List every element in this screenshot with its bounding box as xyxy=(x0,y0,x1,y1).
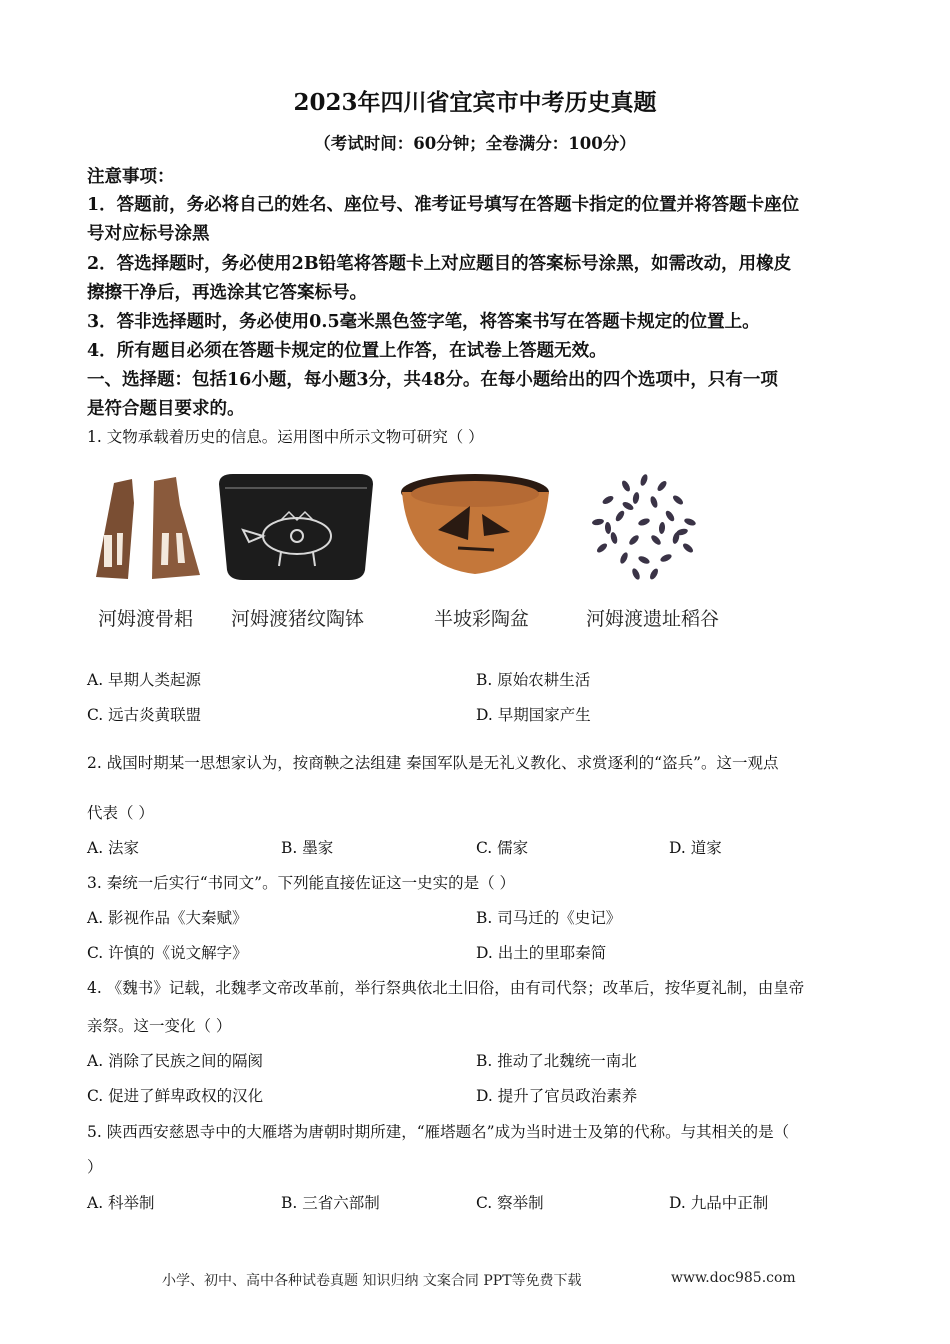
question-5-stem: 5. 陕西西安慈恩寺中的大雁塔为唐朝时期所建，“雁塔题名”成为当时进士及第的代称。与其相关的是（ xyxy=(87,1123,790,1141)
page-subtitle: （考试时间：60分钟；全卷满分：100分） xyxy=(314,134,636,153)
option-c: C. 儒家 xyxy=(476,839,529,857)
option-b: B. 三省六部制 xyxy=(281,1194,380,1212)
section-heading: 一、选择题：包括16小题，每小题3分，共48分。在每小题给出的四个选项中，只有一项 xyxy=(87,370,778,390)
option-c: C. 远古炎黄联盟 xyxy=(87,706,202,724)
notes-line: 擦擦干净后，再选涂其它答案标号。 xyxy=(87,283,367,303)
question-4-stem-cont: 亲祭。这一变化（ ） xyxy=(87,1017,232,1035)
image-caption: 半坡彩陶盆 xyxy=(434,608,530,630)
bone-spade-icon xyxy=(92,475,202,583)
option-b: B. 推动了北魏统一南北 xyxy=(476,1052,637,1070)
option-a: A. 消除了民族之间的隔阂 xyxy=(87,1052,264,1070)
question-5-stem-cont: ） xyxy=(87,1158,103,1176)
option-a: A. 影视作品《大秦赋》 xyxy=(87,909,248,927)
option-d: D. 九品中正制 xyxy=(669,1194,769,1212)
option-d: D. 出土的里耶秦简 xyxy=(476,944,607,962)
image-caption: 河姆渡遗址稻谷 xyxy=(586,608,720,630)
page-title: 2023年四川省宜宾市中考历史真题 xyxy=(293,89,657,116)
option-b: B. 司马迁的《史记》 xyxy=(476,909,622,927)
question-2-stem-cont: 代表（ ） xyxy=(87,804,154,822)
question-1-stem: 1. 文物承载着历史的信息。运用图中所示文物可研究（ ） xyxy=(87,428,484,446)
question-4-stem: 4. 《魏书》记载，北魏孝文帝改革前，举行祭典依北土旧俗，由有司代祭；改革后，按华夏礼制，由皇帝 xyxy=(87,979,805,997)
option-b: B. 原始农耕生活 xyxy=(476,671,591,689)
notes-line: 2．答选择题时，务必使用2B铅笔将答题卡上对应题目的答案标号涂黑，如需改动，用橡皮 xyxy=(87,254,792,274)
option-c: C. 察举制 xyxy=(476,1194,544,1212)
option-d: D. 早期国家产生 xyxy=(476,706,591,724)
image-caption: 河姆渡骨耜 xyxy=(98,608,194,630)
rice-grains-icon xyxy=(578,466,710,586)
notes-heading: 注意事项： xyxy=(87,167,175,187)
question-2-stem: 2. 战国时期某一思想家认为，按商鞅之法组建 秦国军队是无礼义教化、求赏逐利的“盗兵”。这一观点 xyxy=(87,754,779,772)
option-d: D. 道家 xyxy=(669,839,722,857)
footer-link[interactable]: www.doc985.com xyxy=(671,1270,796,1286)
option-c: C. 促进了鲜卑政权的汉化 xyxy=(87,1087,264,1105)
painted-pottery-basin-icon xyxy=(398,470,553,580)
notes-line: 号对应标号涂黑 xyxy=(87,224,210,244)
option-c: C. 许慎的《说文解字》 xyxy=(87,944,248,962)
section-heading-cont: 是符合题目要求的。 xyxy=(87,399,245,419)
image-caption: 河姆渡猪纹陶钵 xyxy=(231,608,365,630)
notes-line: 3．答非选择题时，务必使用0.5毫米黑色签字笔，将答案书写在答题卡规定的位置上。 xyxy=(87,312,760,332)
notes-line: 4．所有题目必须在答题卡规定的位置上作答，在试卷上答题无效。 xyxy=(87,341,607,361)
pig-pattern-pottery-icon xyxy=(215,472,377,582)
question-3-stem: 3. 秦统一后实行“书同文”。下列能直接佐证这一史实的是（ ） xyxy=(87,874,515,892)
footer-text: 小学、初中、高中各种试卷真题 知识归纳 文案合同 PPT等免费下载 xyxy=(162,1273,582,1289)
option-a: A. 法家 xyxy=(87,839,140,857)
option-a: A. 早期人类起源 xyxy=(87,671,202,689)
option-d: D. 提升了官员政治素养 xyxy=(476,1087,638,1105)
option-b: B. 墨家 xyxy=(281,839,334,857)
notes-line: 1．答题前，务必将自己的姓名、座位号、准考证号填写在答题卡指定的位置并将答题卡座位 xyxy=(87,195,800,215)
option-a: A. 科举制 xyxy=(87,1194,155,1212)
